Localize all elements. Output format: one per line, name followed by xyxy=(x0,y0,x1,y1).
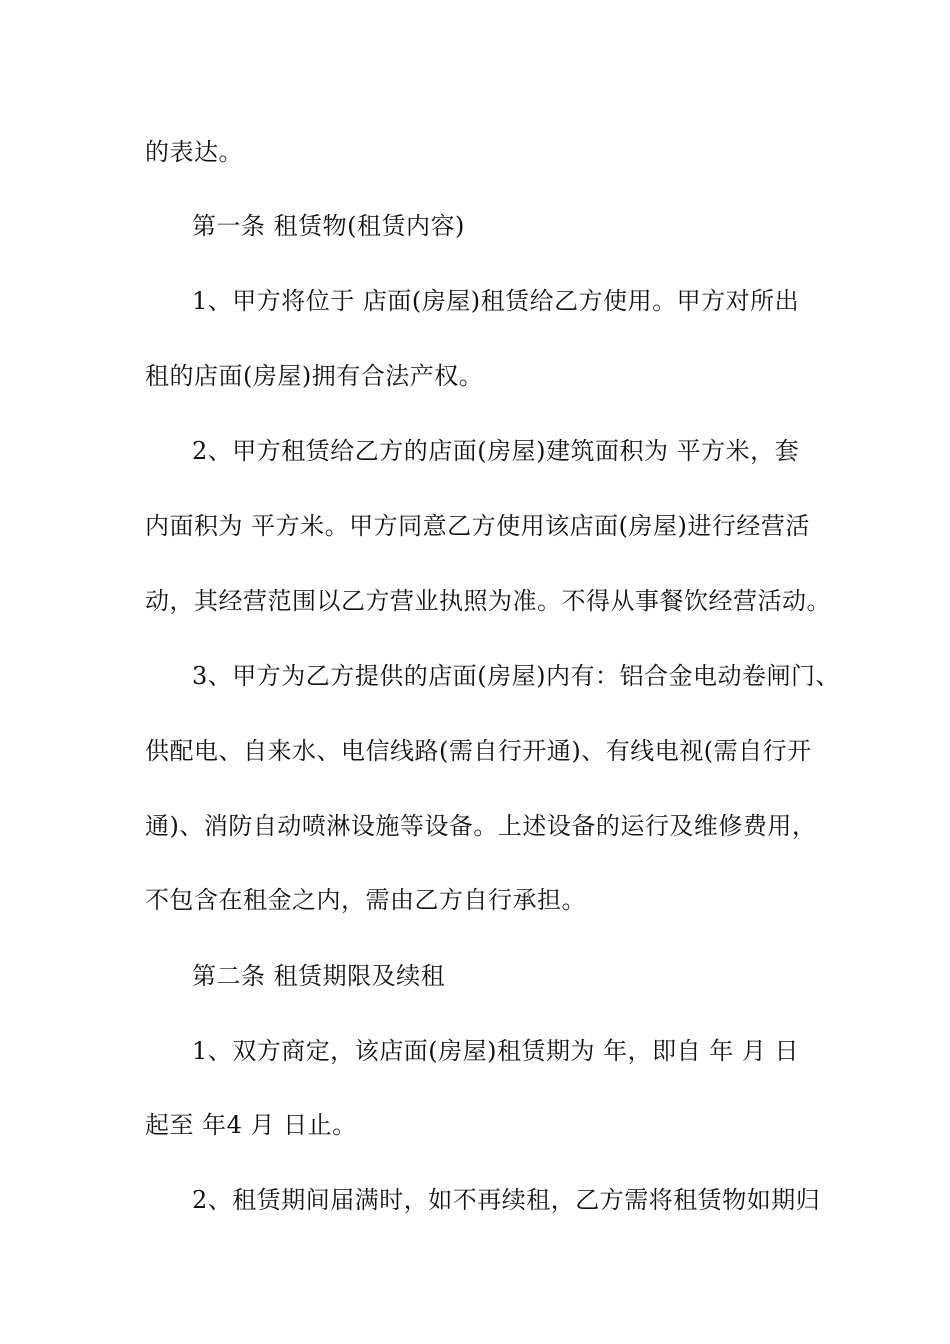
paragraph-line-1: 的表达。 xyxy=(145,138,243,166)
paragraph-line-3: 1、甲方将位于 店面(房屋)租赁给乙方使用。甲方对所出 xyxy=(192,287,800,315)
paragraph-line-15: 2、租赁期间届满时，如不再续租，乙方需将租赁物如期归 xyxy=(192,1186,821,1214)
paragraph-line-14: 起至 年4 月 日止。 xyxy=(145,1111,357,1139)
paragraph-line-13: 1、双方商定，该店面(房屋)租赁期为 年，即自 年 月 日 xyxy=(192,1037,800,1065)
paragraph-line-11: 不包含在租金之内，需由乙方自行承担。 xyxy=(145,886,586,914)
paragraph-line-6: 内面积为 平方米。甲方同意乙方使用该店面(房屋)进行经营活 xyxy=(145,512,810,540)
paragraph-line-8: 3、甲方为乙方提供的店面(房屋)内有：铝合金电动卷闸门、 xyxy=(192,662,840,690)
paragraph-line-7: 动，其经营范围以乙方营业执照为准。不得从事餐饮经营活动。 xyxy=(145,587,831,615)
paragraph-line-9: 供配电、自来水、电信线路(需自行开通)、有线电视(需自行开 xyxy=(145,737,812,765)
paragraph-line-4: 租的店面(房屋)拥有合法产权。 xyxy=(145,362,484,390)
article-2-heading: 第二条 租赁期限及续租 xyxy=(192,962,446,990)
paragraph-line-5: 2、甲方租赁给乙方的店面(房屋)建筑面积为 平方米，套 xyxy=(192,437,800,465)
article-1-heading: 第一条 租赁物(租赁内容) xyxy=(192,212,465,240)
paragraph-line-10: 通)、消防自动喷淋设施等设备。上述设备的运行及维修费用， xyxy=(145,812,817,840)
